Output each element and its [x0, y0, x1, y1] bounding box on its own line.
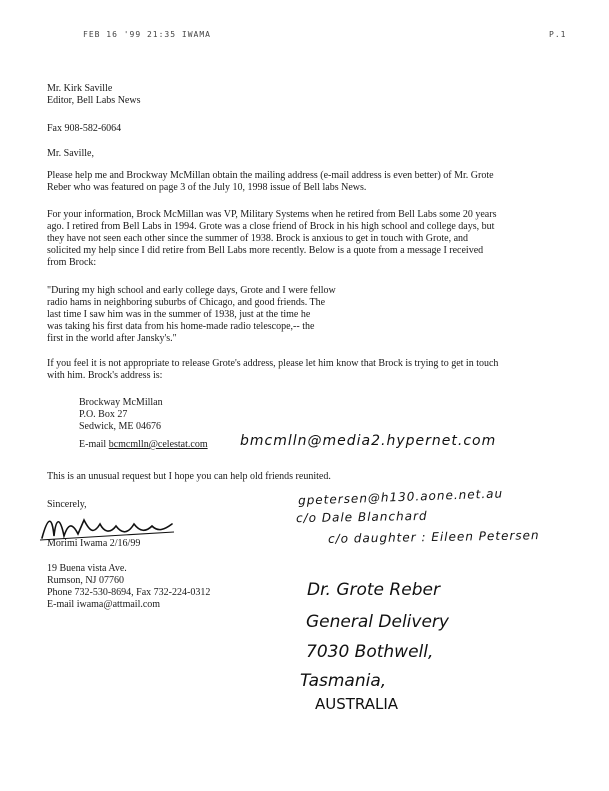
recipient-title: Editor, Bell Labs News — [47, 95, 141, 106]
quote-line: radio hams in neighboring suburbs of Chicago, and good friends. The — [47, 297, 326, 308]
salutation: Mr. Saville, — [47, 148, 94, 159]
paragraph-line: For your information, Brock McMillan was VP, Military Systems when he retired from Bell Labs some 20 years — [47, 209, 497, 220]
paragraph-line: ago. I retired from Bell Labs in 1994. Grote was a close friend of Brock in his high school and college days, but — [47, 221, 495, 232]
paragraph-line: solicited my help since I did retire from Bell Labs more recently. Below is a quote from a message I received — [47, 245, 484, 256]
address-line: Rumson, NJ 07760 — [47, 575, 124, 586]
address-line: Phone 732-530-8694, Fax 732-224-0312 — [47, 587, 211, 598]
brock-email: bcmcmlln@celestat.com — [108, 439, 208, 450]
brock-quote — [47, 285, 336, 345]
brock-address — [79, 397, 163, 433]
handwritten-grote-email: gpetersen@h130.aone.net.au — [297, 486, 504, 508]
handwritten-care-of-1: c/o Dale Blanchard — [295, 508, 428, 526]
paragraph-line: with him. Brock's address is: — [47, 370, 163, 381]
paragraph-1 — [47, 170, 494, 194]
handwritten-address-line-4: Tasmania, — [300, 671, 387, 691]
fax-page-number: P.1 — [549, 30, 567, 39]
recipient-fax: Fax 908-582-6064 — [47, 123, 122, 134]
quote-line: last time I saw him was in the summer of 1938, just at the time he — [47, 309, 311, 320]
paragraph-line: Please help me and Brockway McMillan obtain the mailing address (e-mail address is even better) of Mr. Grote — [47, 170, 494, 181]
paragraph-3 — [47, 358, 498, 382]
closing-line: This is an unusual request but I hope you can help old friends reunited. — [47, 471, 331, 482]
handwritten-address-line-1: Dr. Grote Reber — [307, 580, 440, 600]
quote-line: "During my high school and early college days, Grote and I were fellow — [47, 285, 336, 296]
brock-email-line — [79, 439, 208, 451]
sincerely: Sincerely, — [47, 499, 87, 510]
handwritten-address-line-2: General Delivery — [306, 612, 449, 632]
quote-line: first in the world after Jansky's." — [47, 333, 177, 344]
address-line: Sedwick, ME 04676 — [79, 421, 161, 432]
address-line: 19 Buena vista Ave. — [47, 563, 127, 574]
quote-line: was taking his first data from his home-made radio telescope,-- the — [47, 321, 315, 332]
address-line: P.O. Box 27 — [79, 409, 128, 420]
address-line: E-mail iwama@attmail.com — [47, 599, 161, 610]
address-line: Brockway McMillan — [79, 397, 163, 408]
recipient-name: Mr. Kirk Saville — [47, 83, 113, 94]
handwritten-address-line-3: 7030 Bothwell, — [306, 642, 434, 662]
recipient-block — [47, 83, 140, 107]
signature-name-date: Morimi Iwama 2/16/99 — [47, 538, 141, 549]
handwritten-email-correction: bmcmlln@media2.hypernet.com — [240, 433, 497, 449]
handwritten-care-of-2: c/o daughter : Eileen Petersen — [327, 528, 540, 546]
fax-header — [0, 30, 609, 44]
email-label: E-mail — [79, 439, 107, 450]
handwritten-address-line-5: AUSTRALIA — [315, 695, 399, 713]
paragraph-line: If you feel it is not appropriate to release Grote's address, please let him know that Brock is trying to get in touch — [47, 358, 499, 369]
sender-address — [47, 563, 210, 611]
paragraph-line: Reber who was featured on page 3 of the July 10, 1998 issue of Bell labs News. — [47, 182, 367, 193]
handwritten-signature — [38, 510, 178, 544]
paragraph-line: from Brock: — [47, 257, 97, 268]
fax-header-timestamp: FEB 16 '99 21:35 IWAMA — [83, 30, 211, 39]
paragraph-2 — [47, 209, 496, 269]
paragraph-line: they have not seen each other since the summer of 1938. Brock is anxious to get in touch with Grote, and — [47, 233, 469, 244]
